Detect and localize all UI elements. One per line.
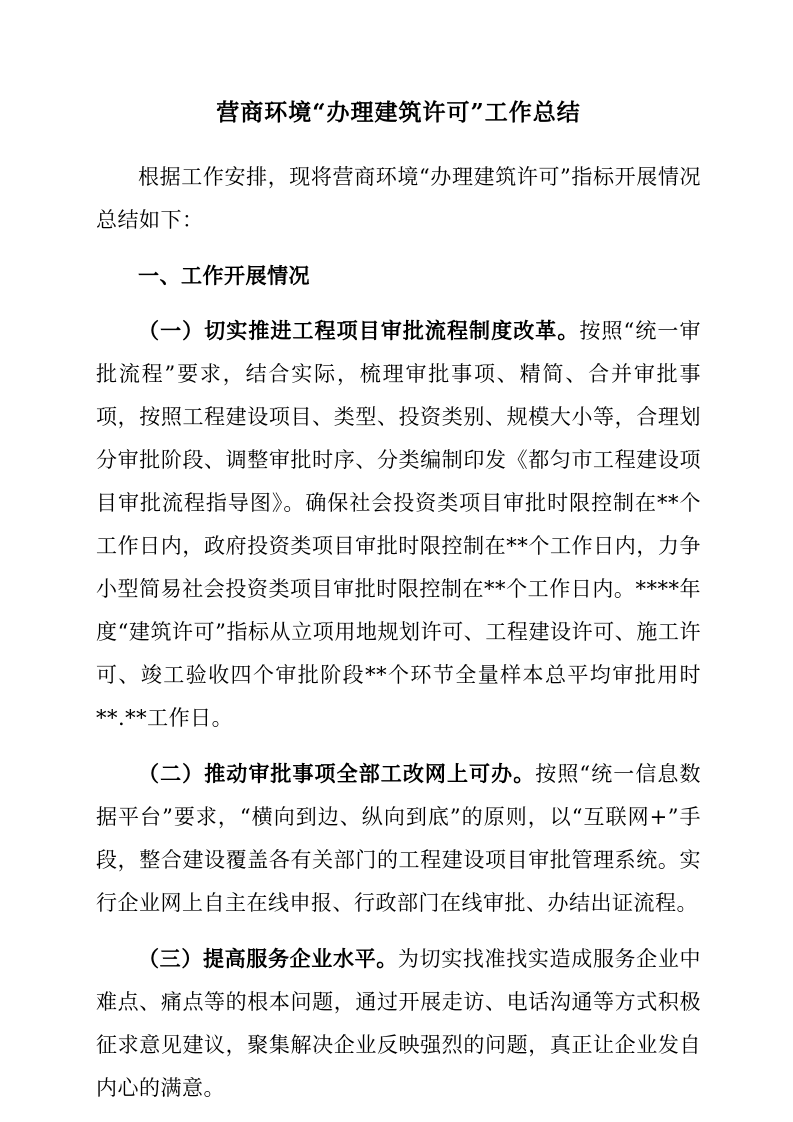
item-paragraph-1 <box>96 309 701 740</box>
item-2-lead: （二）推动审批事项全部工改网上可办。 <box>138 761 536 786</box>
item-1-lead: （一）切实推进工程项目审批流程制度改革。 <box>138 318 580 343</box>
intro-paragraph: 根据工作安排，现将营商环境“办理建筑许可”指标开展情况总结如下： <box>96 165 701 232</box>
item-paragraph-3 <box>96 937 701 1110</box>
document-title: 营商环境“办理建筑许可”工作总结 <box>216 99 581 126</box>
item-paragraph-2 <box>96 752 701 925</box>
section-heading: 一、工作开展情况 <box>138 263 310 288</box>
item-2-body: 按照“统一信息数据平台”要求，“横向到边、纵向到底”的原则，以“互联网+”手段，整合建设覆盖各有关部门的工程建设项目审批管理系统。实行企业网上自主在线申报、行政部门在线审批、办结出证流程。 <box>96 762 701 915</box>
item-3-lead: （三）提高服务企业水平。 <box>138 946 398 971</box>
item-3-body: 为切实找准找实造成服务企业中难点、痛点等的根本问题，通过开展走访、电话沟通等方式积极征求意见建议，聚集解决企业反映强烈的问题，真正让企业发自内心的满意。 <box>96 947 702 1100</box>
item-1-body: 按照“统一审批流程”要求，结合实际，梳理审批事项、精简、合并审批事项，按照工程建设项目、类型、投资类别、规模大小等，合理划分审批阶段、调整审批时序、分类编制印发《都匀市工程建设项目审批流程指导图》。确保社会投资类项目审批时限控制在**个工作日内，政府投资类项目审批时限控制在**个工作日内，力争小型简易社会投资类项目审批时限控制在**个工作日内。****年度“建筑许可”指标从立项用地规划许可、工程建设许可、施工许可、竣工验收四个审批阶段**个环节全量样本总平均审批用时**.**工作日。 <box>96 319 701 730</box>
